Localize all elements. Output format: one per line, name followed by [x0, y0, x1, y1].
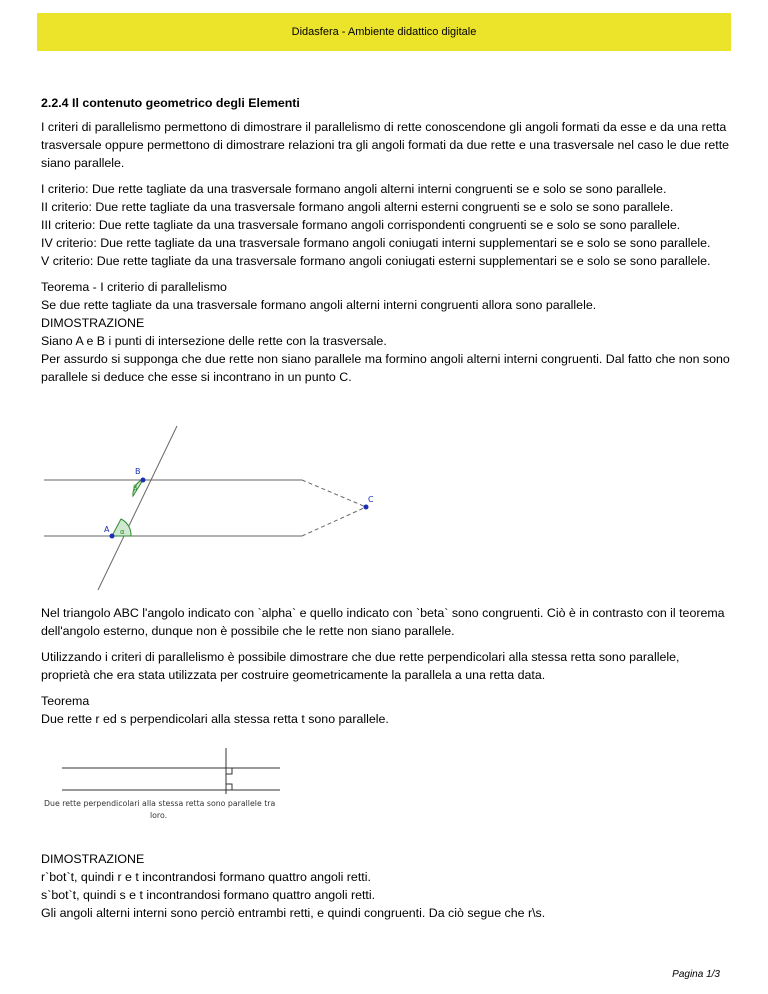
criterion-2: II criterio: Due rette tagliate da una trasversale formano angoli alterni esterni congruenti se e solo se sono parallele. — [41, 200, 674, 214]
parallel-lines-figure — [40, 420, 380, 600]
theorem-1-proof-line-2: Per assurdo si supponga che due rette non siano parallele ma formino angoli alterni interni congruenti. Dal fatto che non sono parallele si deduce che esse si incontrano in un punto C. — [41, 352, 730, 384]
triangle-paragraph: Nel triangolo ABC l'angolo indicato con `alpha` e quello indicato con `beta` sono congruenti. Ciò è in contrasto con il teorema dell'angolo esterno, dunque non è possibile che le rette non siano parallele. — [41, 606, 725, 638]
alpha-label: α — [120, 528, 125, 536]
page-header — [37, 13, 731, 51]
criterion-4: IV criterio: Due rette tagliate da una trasversale formano angoli coniugati interni supplementari se e solo se sono parallele. — [41, 236, 711, 250]
label-b: B — [135, 467, 141, 476]
label-c: C — [368, 495, 374, 504]
transversal-line — [98, 426, 177, 590]
figure-2-caption-line-1: Due rette perpendicolari alla stessa retta sono parallele tra — [44, 799, 276, 808]
theorem-1-title: Teorema - I criterio di parallelismo — [41, 280, 227, 294]
point-a — [110, 534, 115, 539]
criterion-1: I criterio: Due rette tagliate da una trasversale formano angoli alterni interni congruenti se e solo se sono parallele. — [41, 182, 667, 196]
section-3 — [41, 850, 731, 930]
upper-line-extension — [302, 480, 366, 507]
header-title: Didasfera - Ambiente didattico digitale — [291, 26, 477, 38]
lower-line-extension — [302, 507, 366, 536]
theorem-1-statement: Se due rette tagliate da una trasversale formano angoli alterni interni congruenti allora sono parallele. — [41, 298, 597, 312]
theorem-2-statement: Due rette r ed s perpendicolari alla stessa retta t sono parallele. — [41, 712, 389, 726]
criterion-5: V criterio: Due rette tagliate da una trasversale formano angoli coniugati esterni supplementari se e solo se sono parallele. — [41, 254, 711, 268]
theorem-2 — [41, 692, 731, 728]
theorem-2-title: Teorema — [41, 694, 90, 708]
proof-2-line-2: s`bot`t, quindi s e t incontrandosi formano quattro angoli retti. — [41, 888, 376, 902]
intro-paragraph: I criteri di parallelismo permettono di dimostrare il parallelismo di rette conoscendone gli angoli formati da esse e da una retta trasversale oppure permettono di dimostrare relazioni tra gli angoli formati da due rette e una trasversale nel caso le due rette siano parallele. — [41, 120, 730, 170]
beta-label: β — [133, 484, 138, 492]
main-content — [41, 94, 731, 394]
theorem-1-proof-line-1: Siano A e B i punti di intersezione delle rette con la trasversale. — [41, 334, 387, 348]
criteria-list — [41, 180, 731, 270]
right-angle-mark-s — [226, 784, 232, 790]
point-c — [364, 505, 369, 510]
criterion-3: III criterio: Due rette tagliate da una trasversale formano angoli corrispondenti congruenti se e solo se sono parallele. — [41, 218, 681, 232]
perpendicular-lines-figure — [40, 744, 320, 824]
proof-2 — [41, 850, 731, 922]
utilizzando-paragraph: Utilizzando i criteri di parallelismo è possibile dimostrare che due rette perpendicolari alla stessa retta sono parallele, proprietà che era stata utilizzata per costruire geometricamente la parallela a una retta data. — [41, 650, 680, 682]
proof-2-heading: DIMOSTRAZIONE — [41, 852, 145, 866]
label-a: A — [104, 525, 110, 534]
theorem-1 — [41, 278, 731, 386]
theorem-1-proof-heading: DIMOSTRAZIONE — [41, 316, 145, 330]
section-title: 2.2.4 Il contenuto geometrico degli Elementi — [41, 96, 300, 110]
point-b — [141, 478, 146, 483]
page-number: Pagina 1/3 — [672, 969, 720, 980]
figure-2-caption-line-2: loro. — [150, 811, 168, 820]
right-angle-mark-r — [226, 768, 232, 774]
proof-2-line-3: Gli angoli alterni interni sono perciò entrambi retti, e quindi congruenti. Da ciò segue che r\s. — [41, 906, 546, 920]
proof-2-line-1: r`bot`t, quindi r e t incontrandosi formano quattro angoli retti. — [41, 870, 371, 884]
section-2 — [41, 604, 731, 736]
